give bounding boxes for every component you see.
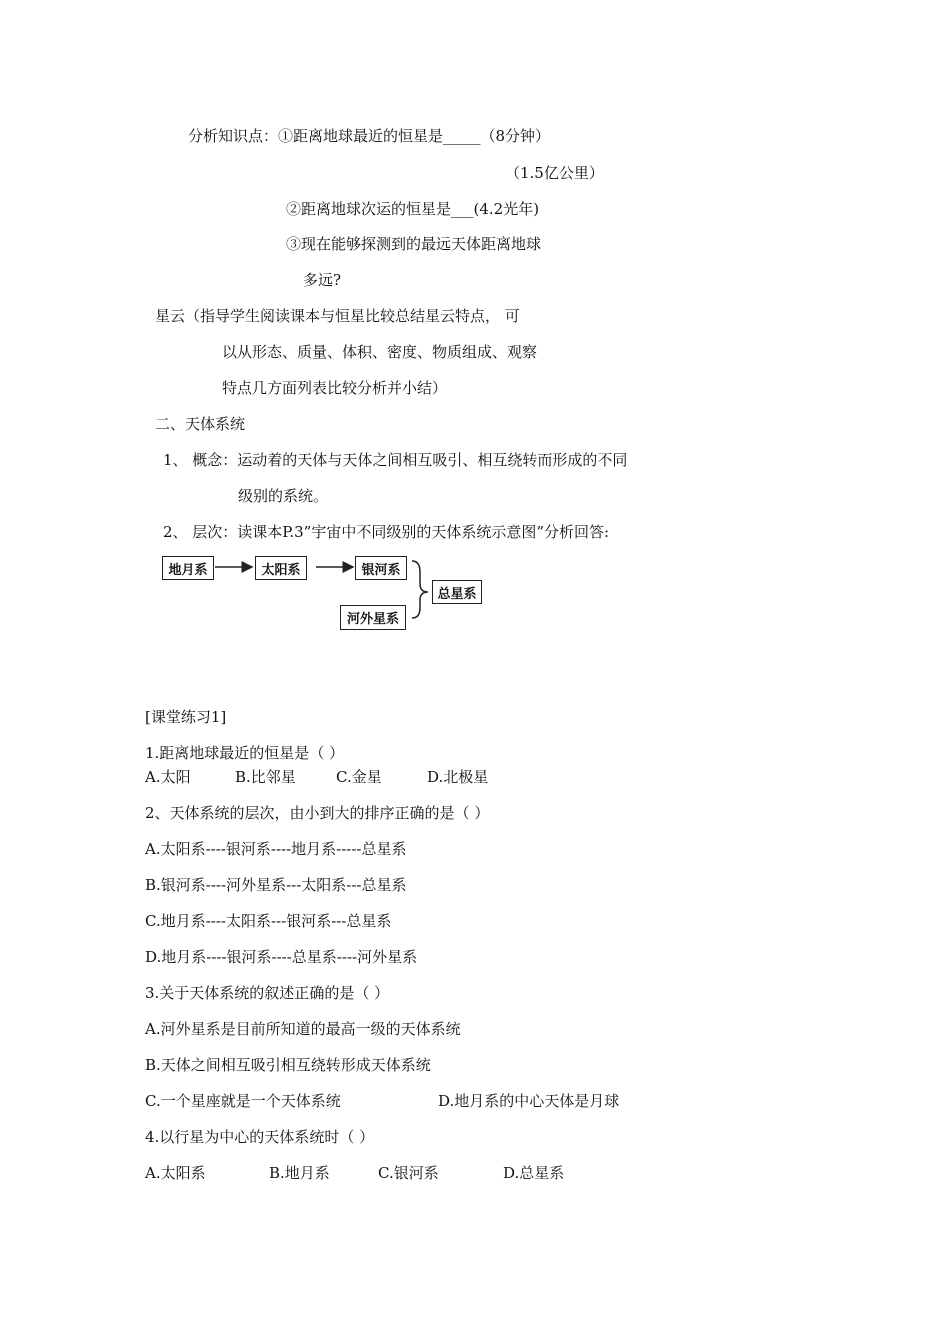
exercise-title: [课堂练习1]	[145, 708, 227, 726]
question-1-option-d: D.北极星	[427, 768, 489, 786]
diagram-box-solar: 太阳系	[255, 556, 307, 580]
brace	[412, 561, 428, 618]
question-1: 1.距离地球最近的恒星是（ ）	[145, 744, 345, 762]
nebula-line-3: 特点几方面列表比较分析并小结）	[222, 379, 448, 397]
question-3: 3.关于天体系统的叙述正确的是（ ）	[145, 984, 390, 1002]
section-heading: 二、天体系统	[155, 415, 246, 433]
levels-line: 2、 层次：读课本P.3”宇宙中不同级别的天体系统示意图”分析回答:	[163, 523, 610, 541]
question-4-option-a: A.太阳系	[145, 1164, 206, 1182]
question-3-option-b: B.天体之间相互吸引相互绕转形成天体系统	[145, 1056, 431, 1074]
question-2-option-c: C.地月系----太阳系---银河系---总星系	[145, 912, 392, 930]
diagram-box-earth-moon: 地月系	[162, 556, 214, 580]
question-2-option-b: B.银河系----河外星系---太阳系---总星系	[145, 876, 407, 894]
question-2: 2、天体系统的层次，由小到大的排序正确的是（ ）	[145, 804, 490, 822]
concept-line-1: 1、 概念：运动着的天体与天体之间相互吸引、相互绕转而形成的不同	[163, 451, 628, 469]
question-4-option-c: C.银河系	[378, 1164, 439, 1182]
question-4: 4.以行星为中心的天体系统时（ ）	[145, 1128, 375, 1146]
concept-line-2: 级别的系统。	[238, 487, 329, 505]
question-4-option-d: D.总星系	[503, 1164, 565, 1182]
question-3-option-a: A.河外星系是目前所知道的最高一级的天体系统	[145, 1020, 461, 1038]
diagram-box-milky-way: 银河系	[355, 556, 407, 580]
diagram-box-universe: 总星系	[432, 580, 482, 604]
analysis-line-5: 多远?	[303, 271, 342, 289]
analysis-line-2: （1.5亿公里）	[505, 164, 604, 182]
question-4-option-b: B.地月系	[269, 1164, 330, 1182]
question-3-option-c: C.一个星座就是一个天体系统	[145, 1092, 341, 1110]
question-2-option-a: A.太阳系----银河系----地月系-----总星系	[145, 840, 407, 858]
diagram-box-extragalactic: 河外星系	[340, 605, 406, 630]
analysis-line-1: 分析知识点：①距离地球最近的恒星是_____（8分钟）	[188, 127, 551, 145]
analysis-line-4: ③现在能够探测到的最远天体距离地球	[286, 235, 542, 253]
question-1-option-c: C.金星	[336, 768, 382, 786]
question-3-option-d: D.地月系的中心天体是月球	[438, 1092, 620, 1110]
analysis-line-3: ②距离地球次运的恒星是___(4.2光年)	[286, 200, 540, 218]
nebula-line-1: 星云（指导学生阅读课本与恒星比较总结星云特点， 可	[155, 307, 520, 325]
question-1-option-a: A.太阳	[145, 768, 191, 786]
question-2-option-d: D.地月系----银河系----总星系----河外星系	[145, 948, 418, 966]
question-1-option-b: B.比邻星	[235, 768, 296, 786]
nebula-line-2: 以从形态、质量、体积、密度、物质组成、观察	[222, 343, 538, 361]
